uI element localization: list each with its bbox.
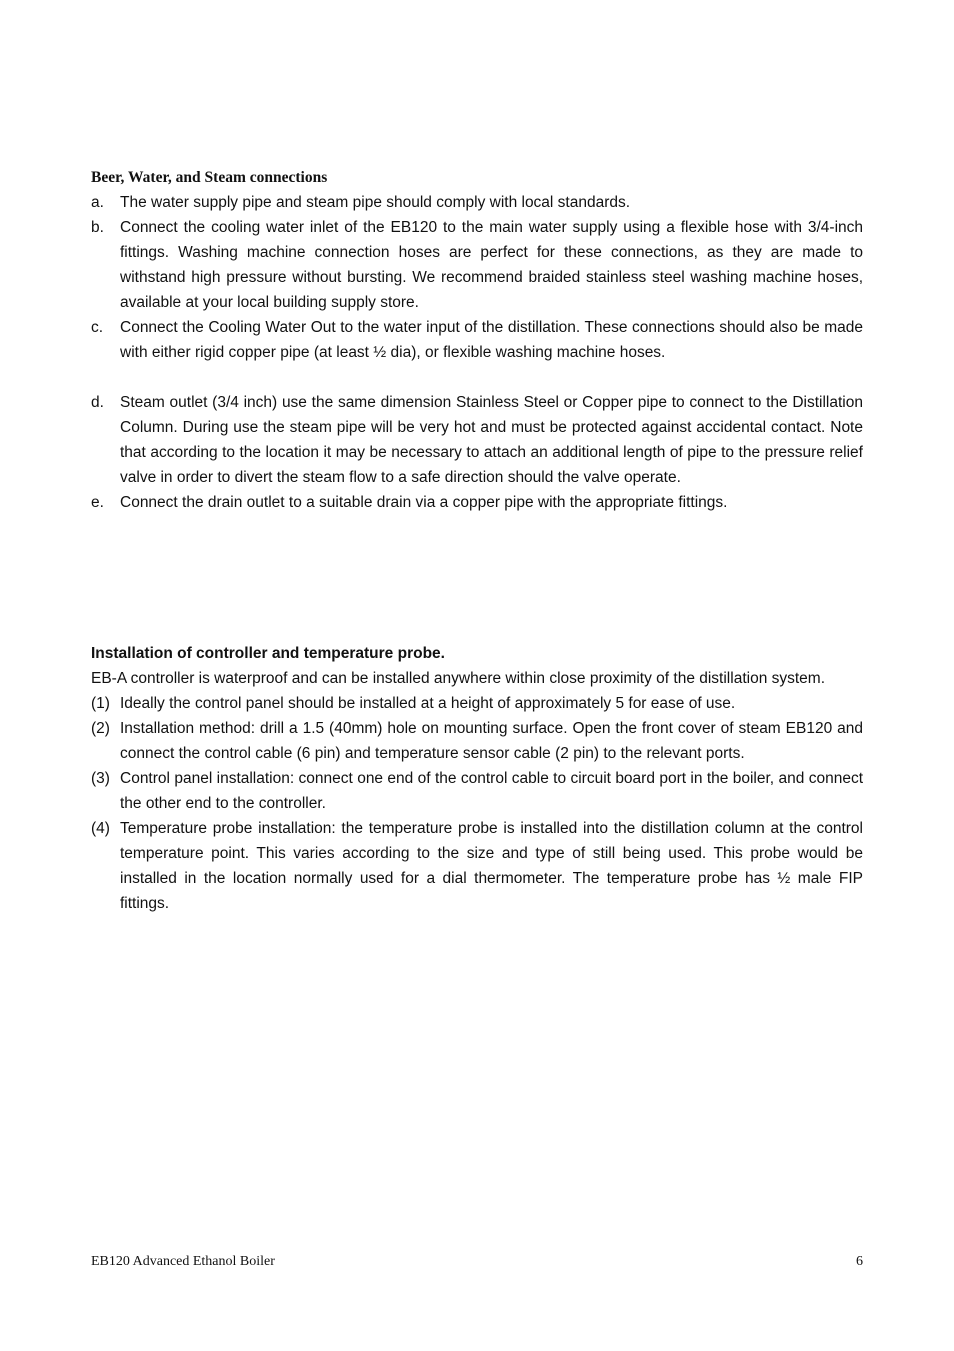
- list-item-text: Connect the Cooling Water Out to the water input of the distillation. These connections should also be made with either rigid copper pipe (at least ½ dia), or flexible washing machine hoses.: [120, 319, 863, 361]
- list-item-text: Control panel installation: connect one end of the control cable to circuit board port in the boiler, and connect the other end to the controller.: [120, 770, 863, 812]
- page-footer: [91, 1252, 863, 1272]
- list-item-text: Steam outlet (3/4 inch) use the same dimension Stainless Steel or Copper pipe to connect to the Distillation Column. During use the steam pipe will be very hot and must be protected against accidental contact. Note that according to the location it may be necessary to attach an additional length of pipe to the pressure relief valve in order to divert the steam flow to a safe direction should the valve operate.: [120, 394, 863, 486]
- section-heading: Installation of controller and temperature probe.: [91, 645, 445, 662]
- section-connections: [91, 165, 863, 515]
- list-item: [91, 315, 863, 365]
- list-item: [91, 691, 863, 716]
- list-item: [91, 390, 863, 490]
- list-item-text: Connect the drain outlet to a suitable drain via a copper pipe with the appropriate fittings.: [120, 494, 728, 511]
- list-item-text: Connect the cooling water inlet of the EB120 to the main water supply using a flexible hose with 3/4-inch fittings. Washing machine connection hoses are perfect for these connections, as they are made to withstand high pressure without bursting. We recommend braided stainless steel washing machine hoses, available at your local building supply store.: [120, 219, 863, 311]
- list-item: [91, 215, 863, 315]
- list-item-text: Ideally the control panel should be installed at a height of approximately 5 for ease of use.: [120, 695, 736, 712]
- section-controller-installation: [91, 641, 863, 916]
- list-marker: c.: [91, 319, 104, 336]
- list-item-text: Temperature probe installation: the temperature probe is installed into the distillation column at the control temperature point. This varies according to the size and type of still being used. This probe would be installed in the location normally used for a dial thermometer. The temperature probe has ½ male FIP fittings.: [120, 820, 863, 912]
- list-item: [91, 716, 863, 766]
- page-number: 6: [856, 1254, 863, 1269]
- list-item-text: The water supply pipe and steam pipe should comply with local standards.: [120, 194, 631, 211]
- section-heading: Beer, Water, and Steam connections: [91, 169, 328, 186]
- installation-steps-list: [91, 691, 863, 916]
- list-item: [91, 816, 863, 916]
- list-marker: (2): [91, 720, 110, 737]
- list-marker: (1): [91, 695, 110, 712]
- list-item: [91, 766, 863, 816]
- intro-paragraph: EB-A controller is waterproof and can be installed anywhere within close proximity of the distillation system.: [91, 670, 826, 687]
- list-marker: b.: [91, 219, 104, 236]
- list-item: [91, 490, 863, 515]
- list-item: [91, 190, 863, 215]
- connections-list: [91, 190, 863, 515]
- list-marker: d.: [91, 394, 104, 411]
- list-marker: (3): [91, 770, 110, 787]
- list-marker: (4): [91, 820, 110, 837]
- list-marker: e.: [91, 494, 104, 511]
- footer-title: EB120 Advanced Ethanol Boiler: [91, 1254, 275, 1269]
- list-item-text: Installation method: drill a 1.5 (40mm) hole on mounting surface. Open the front cover of steam EB120 and connect the control cable (6 pin) and temperature sensor cable (2 pin) to the relevant ports.: [120, 720, 863, 762]
- list-marker: a.: [91, 194, 104, 211]
